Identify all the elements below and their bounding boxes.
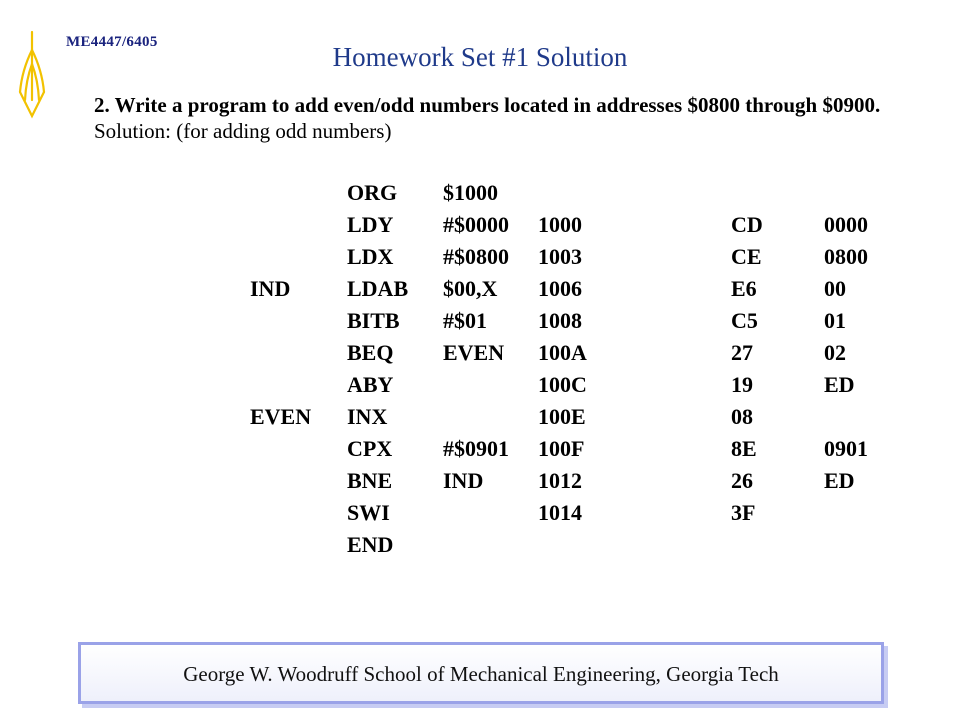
code-operand: 0901 [824, 436, 868, 461]
code-mnemonic: LDX [347, 244, 394, 269]
code-address: 100F [538, 436, 585, 461]
code-row [0, 532, 960, 564]
code-operand: 0000 [824, 212, 868, 237]
code-row [0, 276, 960, 308]
problem-question: 2. Write a program to add even/odd numbers located in addresses $0800 through $0900. [94, 93, 881, 117]
code-opcode: 19 [731, 372, 753, 397]
code-mnemonic: BNE [347, 468, 393, 493]
code-row [0, 308, 960, 340]
code-argument: IND [443, 468, 484, 493]
code-label: IND [250, 276, 291, 301]
footer-banner [78, 642, 884, 704]
code-operand: 0800 [824, 244, 868, 269]
code-address: 1012 [538, 468, 582, 493]
code-mnemonic: INX [347, 404, 388, 429]
code-argument: $00,X [443, 276, 498, 301]
code-mnemonic: ORG [347, 180, 398, 205]
code-row [0, 436, 960, 468]
code-opcode: E6 [731, 276, 757, 301]
code-address: 100C [538, 372, 587, 397]
code-mnemonic: LDAB [347, 276, 409, 301]
code-opcode: 8E [731, 436, 757, 461]
code-address: 100A [538, 340, 587, 365]
code-row [0, 372, 960, 404]
code-address: 1006 [538, 276, 582, 301]
code-address: 1000 [538, 212, 582, 237]
code-address: 1008 [538, 308, 582, 333]
code-row [0, 340, 960, 372]
code-mnemonic: END [347, 532, 394, 557]
code-row [0, 244, 960, 276]
code-argument: $1000 [443, 180, 498, 205]
code-mnemonic: ABY [347, 372, 394, 397]
code-argument: EVEN [443, 340, 505, 365]
code-operand: 00 [824, 276, 846, 301]
code-mnemonic: BEQ [347, 340, 394, 365]
code-argument: #$01 [443, 308, 487, 333]
code-argument: #$0800 [443, 244, 509, 269]
code-address: 100E [538, 404, 586, 429]
code-label: EVEN [250, 404, 312, 429]
code-operand: ED [824, 372, 855, 397]
code-row [0, 180, 960, 212]
problem-statement [94, 92, 924, 144]
slide-title: Homework Set #1 Solution [332, 42, 628, 72]
code-opcode: 26 [731, 468, 753, 493]
code-row [0, 404, 960, 436]
footer-text: George W. Woodruff School of Mechanical Engineering, Georgia Tech [183, 662, 779, 686]
code-operand: ED [824, 468, 855, 493]
code-argument: #$0901 [443, 436, 509, 461]
code-opcode: 08 [731, 404, 753, 429]
code-operand: 01 [824, 308, 846, 333]
code-mnemonic: LDY [347, 212, 394, 237]
code-operand: 02 [824, 340, 846, 365]
code-opcode: 3F [731, 500, 756, 525]
code-address: 1003 [538, 244, 582, 269]
code-mnemonic: CPX [347, 436, 393, 461]
problem-solution-note: Solution: (for adding odd numbers) [94, 119, 392, 143]
code-opcode: CD [731, 212, 763, 237]
code-opcode: C5 [731, 308, 758, 333]
course-code: ME4447/6405 [66, 34, 158, 50]
code-mnemonic: SWI [347, 500, 390, 525]
code-row [0, 212, 960, 244]
code-row [0, 468, 960, 500]
code-address: 1014 [538, 500, 582, 525]
code-mnemonic: BITB [347, 308, 400, 333]
code-row [0, 500, 960, 532]
code-opcode: CE [731, 244, 762, 269]
code-opcode: 27 [731, 340, 753, 365]
code-argument: #$0000 [443, 212, 509, 237]
